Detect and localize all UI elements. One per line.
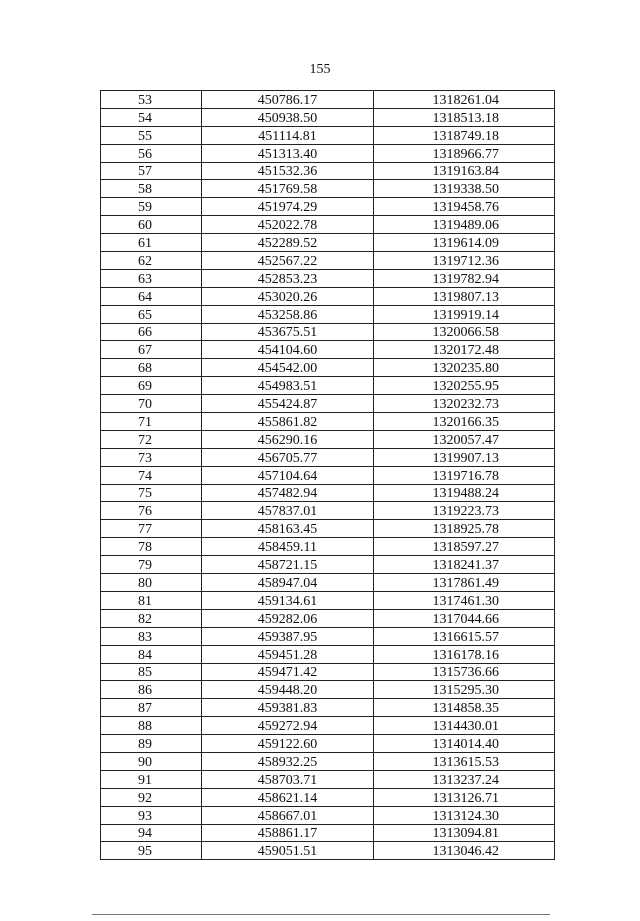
y-coordinate-cell: 1320255.95 (374, 377, 555, 395)
point-number-cell: 83 (101, 627, 202, 645)
table-row (101, 430, 555, 448)
x-coordinate-cell: 459134.61 (202, 591, 374, 609)
x-coordinate-cell: 451532.36 (202, 162, 374, 180)
page-number: 155 (309, 62, 331, 77)
table-row (101, 466, 555, 484)
point-number-cell: 73 (101, 448, 202, 466)
table-row (101, 359, 555, 377)
coordinate-table-body (101, 91, 555, 860)
y-coordinate-cell: 1319458.76 (374, 198, 555, 216)
table-row (101, 287, 555, 305)
y-coordinate-cell: 1315295.30 (374, 681, 555, 699)
x-coordinate-cell: 453675.51 (202, 323, 374, 341)
point-number-cell: 90 (101, 752, 202, 770)
y-coordinate-cell: 1319919.14 (374, 305, 555, 323)
table-row (101, 126, 555, 144)
y-coordinate-cell: 1319488.24 (374, 484, 555, 502)
x-coordinate-cell: 458163.45 (202, 520, 374, 538)
y-coordinate-cell: 1318597.27 (374, 538, 555, 556)
table-row (101, 502, 555, 520)
x-coordinate-cell: 459471.42 (202, 663, 374, 681)
table-row (101, 806, 555, 824)
table-row (101, 108, 555, 126)
x-coordinate-cell: 452289.52 (202, 234, 374, 252)
point-number-cell: 59 (101, 198, 202, 216)
x-coordinate-cell: 451114.81 (202, 126, 374, 144)
table-row (101, 395, 555, 413)
y-coordinate-cell: 1320166.35 (374, 413, 555, 431)
point-number-cell: 65 (101, 305, 202, 323)
x-coordinate-cell: 458721.15 (202, 556, 374, 574)
point-number-cell: 95 (101, 842, 202, 860)
y-coordinate-cell: 1320066.58 (374, 323, 555, 341)
table-row (101, 699, 555, 717)
x-coordinate-cell: 452567.22 (202, 252, 374, 270)
bottom-rule (92, 914, 550, 915)
x-coordinate-cell: 459387.95 (202, 627, 374, 645)
point-number-cell: 87 (101, 699, 202, 717)
y-coordinate-cell: 1313126.71 (374, 788, 555, 806)
table-row (101, 269, 555, 287)
x-coordinate-cell: 452022.78 (202, 216, 374, 234)
y-coordinate-cell: 1313124.30 (374, 806, 555, 824)
table-row (101, 341, 555, 359)
coordinate-table (100, 90, 555, 860)
point-number-cell: 92 (101, 788, 202, 806)
y-coordinate-cell: 1319807.13 (374, 287, 555, 305)
point-number-cell: 77 (101, 520, 202, 538)
point-number-cell: 75 (101, 484, 202, 502)
table-row (101, 538, 555, 556)
y-coordinate-cell: 1320232.73 (374, 395, 555, 413)
x-coordinate-cell: 456705.77 (202, 448, 374, 466)
y-coordinate-cell: 1319223.73 (374, 502, 555, 520)
table-row (101, 627, 555, 645)
table-row (101, 788, 555, 806)
point-number-cell: 67 (101, 341, 202, 359)
table-row (101, 556, 555, 574)
point-number-cell: 58 (101, 180, 202, 198)
table-row (101, 842, 555, 860)
y-coordinate-cell: 1317861.49 (374, 574, 555, 592)
table-row (101, 252, 555, 270)
x-coordinate-cell: 454542.00 (202, 359, 374, 377)
point-number-cell: 82 (101, 609, 202, 627)
x-coordinate-cell: 451769.58 (202, 180, 374, 198)
point-number-cell: 80 (101, 574, 202, 592)
point-number-cell: 72 (101, 430, 202, 448)
point-number-cell: 63 (101, 269, 202, 287)
point-number-cell: 62 (101, 252, 202, 270)
y-coordinate-cell: 1315736.66 (374, 663, 555, 681)
point-number-cell: 93 (101, 806, 202, 824)
y-coordinate-cell: 1318966.77 (374, 144, 555, 162)
point-number-cell: 54 (101, 108, 202, 126)
table-row (101, 717, 555, 735)
x-coordinate-cell: 458947.04 (202, 574, 374, 592)
point-number-cell: 66 (101, 323, 202, 341)
point-number-cell: 64 (101, 287, 202, 305)
y-coordinate-cell: 1317461.30 (374, 591, 555, 609)
point-number-cell: 74 (101, 466, 202, 484)
y-coordinate-cell: 1314014.40 (374, 735, 555, 753)
table-row (101, 323, 555, 341)
point-number-cell: 78 (101, 538, 202, 556)
x-coordinate-cell: 459451.28 (202, 645, 374, 663)
x-coordinate-cell: 458861.17 (202, 824, 374, 842)
y-coordinate-cell: 1313237.24 (374, 770, 555, 788)
table-row (101, 234, 555, 252)
x-coordinate-cell: 450786.17 (202, 91, 374, 109)
x-coordinate-cell: 458703.71 (202, 770, 374, 788)
x-coordinate-cell: 451974.29 (202, 198, 374, 216)
table-row (101, 645, 555, 663)
x-coordinate-cell: 458932.25 (202, 752, 374, 770)
table-row (101, 305, 555, 323)
y-coordinate-cell: 1317044.66 (374, 609, 555, 627)
x-coordinate-cell: 457104.64 (202, 466, 374, 484)
y-coordinate-cell: 1319716.78 (374, 466, 555, 484)
point-number-cell: 70 (101, 395, 202, 413)
x-coordinate-cell: 459122.60 (202, 735, 374, 753)
point-number-cell: 57 (101, 162, 202, 180)
point-number-cell: 88 (101, 717, 202, 735)
table-row (101, 824, 555, 842)
y-coordinate-cell: 1318749.18 (374, 126, 555, 144)
x-coordinate-cell: 450938.50 (202, 108, 374, 126)
table-row (101, 180, 555, 198)
x-coordinate-cell: 454104.60 (202, 341, 374, 359)
table-row (101, 752, 555, 770)
y-coordinate-cell: 1319489.06 (374, 216, 555, 234)
x-coordinate-cell: 458667.01 (202, 806, 374, 824)
point-number-cell: 81 (101, 591, 202, 609)
point-number-cell: 86 (101, 681, 202, 699)
point-number-cell: 60 (101, 216, 202, 234)
y-coordinate-cell: 1319907.13 (374, 448, 555, 466)
y-coordinate-cell: 1316615.57 (374, 627, 555, 645)
point-number-cell: 71 (101, 413, 202, 431)
table-row (101, 663, 555, 681)
table-row (101, 448, 555, 466)
x-coordinate-cell: 457482.94 (202, 484, 374, 502)
y-coordinate-cell: 1320172.48 (374, 341, 555, 359)
y-coordinate-cell: 1313094.81 (374, 824, 555, 842)
point-number-cell: 76 (101, 502, 202, 520)
y-coordinate-cell: 1319712.36 (374, 252, 555, 270)
point-number-cell: 84 (101, 645, 202, 663)
point-number-cell: 94 (101, 824, 202, 842)
y-coordinate-cell: 1320235.80 (374, 359, 555, 377)
y-coordinate-cell: 1314858.35 (374, 699, 555, 717)
y-coordinate-cell: 1319163.84 (374, 162, 555, 180)
table-row (101, 770, 555, 788)
table-row (101, 198, 555, 216)
x-coordinate-cell: 459051.51 (202, 842, 374, 860)
point-number-cell: 55 (101, 126, 202, 144)
x-coordinate-cell: 451313.40 (202, 144, 374, 162)
x-coordinate-cell: 459282.06 (202, 609, 374, 627)
table-row (101, 609, 555, 627)
y-coordinate-cell: 1319782.94 (374, 269, 555, 287)
x-coordinate-cell: 459272.94 (202, 717, 374, 735)
x-coordinate-cell: 455424.87 (202, 395, 374, 413)
table-row (101, 735, 555, 753)
x-coordinate-cell: 459381.83 (202, 699, 374, 717)
table-row (101, 681, 555, 699)
x-coordinate-cell: 455861.82 (202, 413, 374, 431)
y-coordinate-cell: 1319338.50 (374, 180, 555, 198)
table-row (101, 484, 555, 502)
y-coordinate-cell: 1316178.16 (374, 645, 555, 663)
y-coordinate-cell: 1320057.47 (374, 430, 555, 448)
x-coordinate-cell: 458621.14 (202, 788, 374, 806)
point-number-cell: 85 (101, 663, 202, 681)
table-row (101, 377, 555, 395)
point-number-cell: 53 (101, 91, 202, 109)
x-coordinate-cell: 454983.51 (202, 377, 374, 395)
y-coordinate-cell: 1313046.42 (374, 842, 555, 860)
point-number-cell: 56 (101, 144, 202, 162)
table-row (101, 216, 555, 234)
table-row (101, 520, 555, 538)
point-number-cell: 91 (101, 770, 202, 788)
x-coordinate-cell: 452853.23 (202, 269, 374, 287)
y-coordinate-cell: 1318513.18 (374, 108, 555, 126)
y-coordinate-cell: 1318261.04 (374, 91, 555, 109)
y-coordinate-cell: 1314430.01 (374, 717, 555, 735)
y-coordinate-cell: 1318925.78 (374, 520, 555, 538)
point-number-cell: 68 (101, 359, 202, 377)
table-row (101, 591, 555, 609)
table-row (101, 91, 555, 109)
x-coordinate-cell: 457837.01 (202, 502, 374, 520)
x-coordinate-cell: 456290.16 (202, 430, 374, 448)
x-coordinate-cell: 453020.26 (202, 287, 374, 305)
table-row (101, 144, 555, 162)
x-coordinate-cell: 453258.86 (202, 305, 374, 323)
y-coordinate-cell: 1318241.37 (374, 556, 555, 574)
y-coordinate-cell: 1319614.09 (374, 234, 555, 252)
x-coordinate-cell: 459448.20 (202, 681, 374, 699)
y-coordinate-cell: 1313615.53 (374, 752, 555, 770)
table-row (101, 574, 555, 592)
table-row (101, 162, 555, 180)
table-row (101, 413, 555, 431)
point-number-cell: 79 (101, 556, 202, 574)
point-number-cell: 89 (101, 735, 202, 753)
x-coordinate-cell: 458459.11 (202, 538, 374, 556)
point-number-cell: 69 (101, 377, 202, 395)
point-number-cell: 61 (101, 234, 202, 252)
